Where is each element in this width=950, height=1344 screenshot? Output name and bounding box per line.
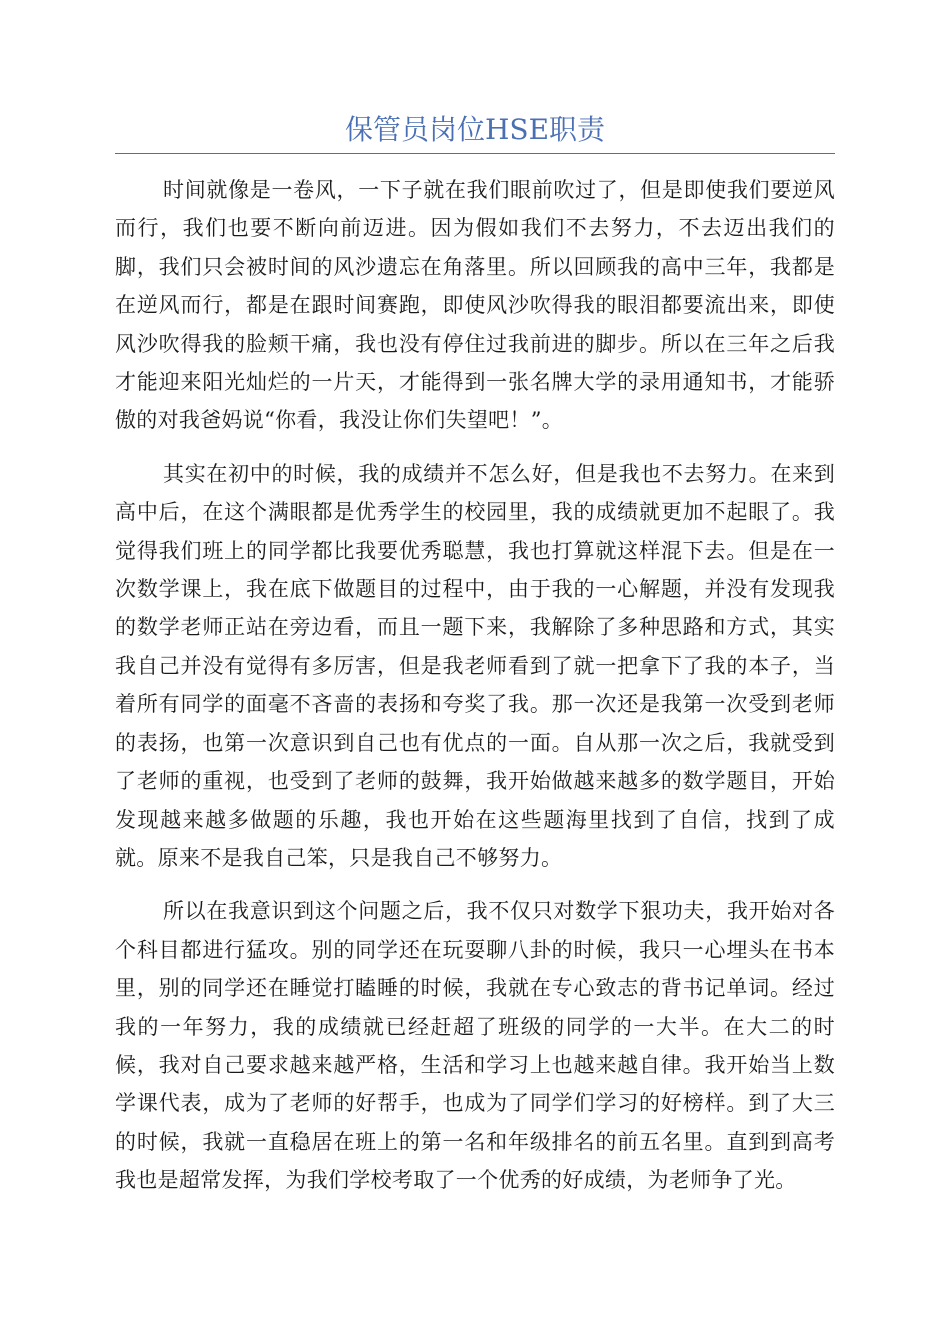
- document-body: [115, 171, 835, 1215]
- title-underline: [115, 153, 835, 154]
- document-title: 保管员岗位HSE职责: [344, 113, 606, 146]
- paragraph-3: 所以在我意识到这个问题之后，我不仅只对数学下狠功夫，我开始对各个科目都进行猛攻。别的同学还在玩耍聊八卦的时候，我只一心埋头在书本里，别的同学还在睡觉打瞌睡的时候，我就在专心致志的背书记单词。经过我的一年努力，我的成绩就已经赶超了班级的同学的一大半。在大二的时候，我对自己要求越来越严格，生活和学习上也越来越自律。我开始当上数学课代表，成为了老师的好帮手，也成为了同学们学习的好榜样。到了大三的时候，我就一直稳居在班上的第一名和年级排名的前五名里。直到到高考我也是超常发挥，为我们学校考取了一个优秀的好成绩，为老师争了光。: [115, 899, 835, 1193]
- paragraph-2: 其实在初中的时候，我的成绩并不怎么好，但是我也不去努力。在来到高中后，在这个满眼都是优秀学生的校园里，我的成绩就更加不起眼了。我觉得我们班上的同学都比我要优秀聪慧，我也打算就这样混下去。但是在一次数学课上，我在底下做题目的过程中，由于我的一心解题，并没有发现我的数学老师正站在旁边看，而且一题下来，我解除了多种思路和方式，其实我自己并没有觉得有多厉害，但是我老师看到了就一把拿下了我的本子，当着所有同学的面毫不吝啬的表扬和夸奖了我。那一次还是我第一次受到老师的表扬，也第一次意识到自己也有优点的一面。自从那一次之后，我就受到了老师的重视，也受到了老师的鼓舞，我开始做越来越多的数学题目，开始发现越来越多做题的乐趣，我也开始在这些题海里找到了自信，找到了成就。原来不是我自己笨，只是我自己不够努力。: [115, 461, 835, 870]
- paragraph-1: 时间就像是一卷风，一下子就在我们眼前吹过了，但是即使我们要逆风而行，我们也要不断向前迈进。因为假如我们不去努力，不去迈出我们的脚，我们只会被时间的风沙遗忘在角落里。所以回顾我的高中三年，我都是在逆风而行，都是在跟时间赛跑，即使风沙吹得我的眼泪都要流出来，即使风沙吹得我的脸颊干痛，我也没有停住过我前进的脚步。所以在三年之后我才能迎来阳光灿烂的一片天，才能得到一张名牌大学的录用通知书，才能骄傲的对我爸妈说“你看，我没让你们失望吧！”。: [115, 178, 835, 433]
